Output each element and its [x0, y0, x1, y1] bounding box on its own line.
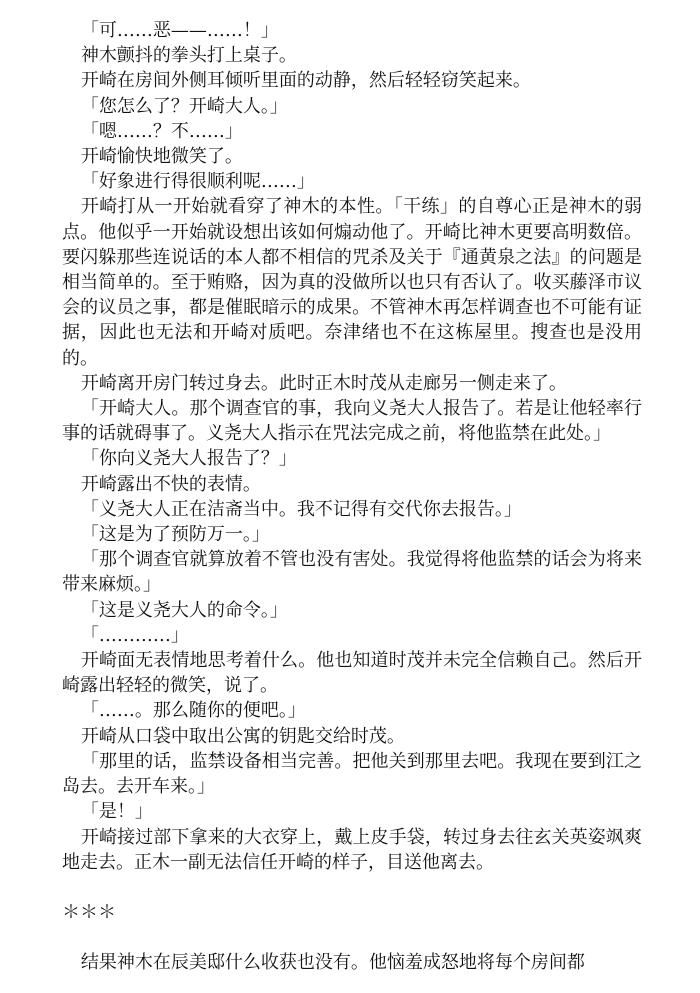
paragraph: 开崎露出不快的表情。: [80, 473, 261, 495]
paragraph: 「那个调查官就算放着不管也没有害处。我觉得将他监禁的话会为将来带来麻烦。」: [62, 549, 642, 596]
paragraph: 开崎从口袋中取出公寓的钥匙交给时茂。: [80, 725, 405, 747]
section-gap: [62, 875, 642, 900]
paragraph: 「…………」: [80, 624, 189, 646]
paragraph: 开崎接过部下拿来的大衣穿上，戴上皮手袋，转过身去往玄关英姿飒爽地走去。正木一副无法信任开崎的样子，目送他离去。: [62, 826, 642, 873]
paragraph: 开崎面无表情地思考着什么。他也知道时茂并未完全信赖自己。然后开崎露出轻轻的微笑，说了。: [62, 650, 642, 697]
paragraph: 「……。那么随你的便吧。」: [80, 700, 306, 722]
final-paragraph: 结果神木在辰美邸什么收获也没有。他恼羞成怒地将每个房间都: [80, 952, 585, 974]
paragraph: 开崎在房间外侧耳倾听里面的动静，然后轻轻窃笑起来。: [80, 70, 531, 92]
paragraph: 开崎离开房门转过身去。此时正木时茂从走廊另一侧走来了。: [80, 372, 567, 394]
paragraph: 「可……恶——……！」: [80, 20, 279, 41]
paragraph: 「这是义尧大人的命令。」: [80, 599, 288, 621]
paragraph: 「是！」: [80, 801, 153, 823]
paragraph: 开崎愉快地微笑了。: [80, 146, 243, 168]
body-text: [62, 18, 642, 976]
paragraph: 「嗯……？不……」: [80, 120, 243, 142]
paragraph: 「你向义尧大人报告了？」: [80, 448, 297, 470]
paragraph: 「开崎大人。那个调查官的事，我向义尧大人报告了。若是让他轻率行事的话就碍事了。义尧大人指示在咒法完成之前，将他监禁在此处。」: [62, 398, 642, 445]
paragraph: 「这是为了预防万一。」: [80, 524, 270, 546]
paragraph: 「那里的话，监禁设备相当完善。把他关到那里去吧。我现在要到江之岛去。去开车来。」: [62, 750, 642, 798]
paragraph: 「义尧大人正在洁斋当中。我不记得有交代你去报告。」: [80, 498, 522, 520]
paragraph: 开崎打从一开始就看穿了神木的本性。「干练」的自尊心正是神木的弱点。他似乎一开始就设想出该如何煽动他了。开崎比神木更要高明数倍。要闪躲那些连说话的本人都不相信的咒杀及关于『通黄泉之法』的问题是相当简单的。至于贿赂，因为真的没做所以也只有否认了。收买藤泽市议会的议员之事，都是催眠暗示的成果。不管神木再怎样调查也不可能有证据，因此也无法和开崎对质吧。奈津绪也不在这栋屋里。搜查也是没用的。: [62, 196, 642, 369]
paragraph: 神木颤抖的拳头打上桌子。: [80, 45, 297, 67]
section-separator: ＊＊＊: [62, 902, 116, 924]
section-gap: [62, 925, 642, 950]
paragraph: 「您怎么了？开崎大人。」: [80, 95, 288, 117]
paragraph: 「好象进行得很顺利呢……」: [80, 171, 315, 193]
